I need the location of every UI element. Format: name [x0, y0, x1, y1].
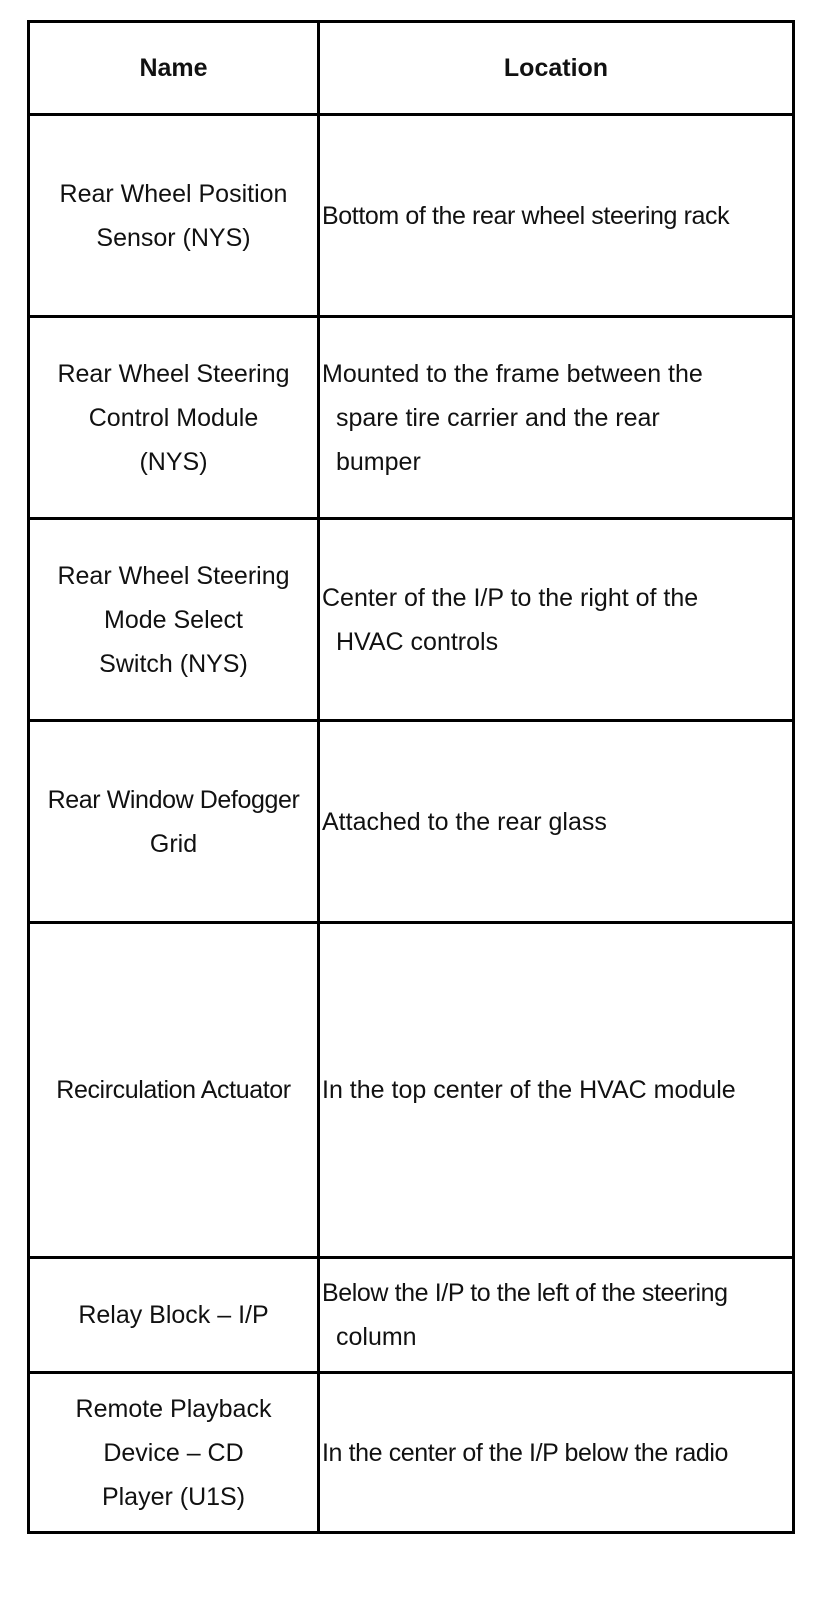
- header-row: [29, 22, 794, 115]
- location-line: Attached to the rear glass: [322, 807, 607, 836]
- name-line: Rear Wheel Steering: [57, 359, 290, 388]
- name-cell: [29, 721, 319, 923]
- location-cell: [319, 317, 794, 519]
- location-cell: [319, 1258, 794, 1373]
- name-line: Switch (NYS): [99, 649, 248, 678]
- table-row: [29, 519, 794, 721]
- location-line: In the top center of the HVAC module: [322, 1076, 736, 1104]
- name-line: Rear Wheel Position: [59, 179, 288, 208]
- location-line: column: [336, 1323, 417, 1351]
- name-cell: [29, 923, 319, 1258]
- name-line: Rear Window Defogger: [47, 785, 300, 814]
- table-row: [29, 115, 794, 317]
- location-line: Center of the I/P to the right of the: [322, 583, 699, 612]
- name-line: Sensor (NYS): [96, 223, 251, 252]
- name-line: Player (U1S): [101, 1482, 246, 1511]
- table-header: [29, 22, 794, 115]
- name-cell: [29, 1258, 319, 1373]
- name-line: Rear Wheel Steering: [57, 561, 290, 590]
- location-cell: [319, 519, 794, 721]
- table-row: [29, 317, 794, 519]
- header-name: Name: [29, 22, 319, 115]
- location-line: Below the I/P to the left of the steering: [322, 1279, 728, 1307]
- name-cell: [29, 519, 319, 721]
- name-cell: [29, 317, 319, 519]
- table-body: [29, 115, 794, 1533]
- location-cell: [319, 1373, 794, 1533]
- location-line: In the center of the I/P below the radio: [322, 1438, 729, 1467]
- name-line: Control Module: [88, 403, 259, 432]
- name-line: Grid: [149, 829, 198, 858]
- location-line: spare tire carrier and the rear: [336, 403, 660, 432]
- name-cell: [29, 1373, 319, 1533]
- name-line: Device – CD: [103, 1438, 244, 1467]
- location-cell: [319, 115, 794, 317]
- table-row: [29, 721, 794, 923]
- location-line: Bottom of the rear wheel steering rack: [322, 201, 730, 230]
- table-row: [29, 1258, 794, 1373]
- name-line: Mode Select: [104, 605, 243, 634]
- location-cell: [319, 923, 794, 1258]
- location-line: Mounted to the frame between the: [322, 359, 703, 388]
- location-cell: [319, 721, 794, 923]
- name-line: Recirculation Actuator: [56, 1076, 291, 1104]
- location-line: HVAC controls: [336, 627, 499, 656]
- name-line: Remote Playback: [75, 1394, 272, 1423]
- table-row: [29, 1373, 794, 1533]
- name-cell: [29, 115, 319, 317]
- component-location-table: [27, 20, 795, 1534]
- name-line: (NYS): [139, 447, 208, 476]
- header-location: Location: [319, 22, 794, 115]
- table-row: [29, 923, 794, 1258]
- location-line: bumper: [336, 447, 421, 476]
- name-line: Relay Block – I/P: [78, 1301, 269, 1329]
